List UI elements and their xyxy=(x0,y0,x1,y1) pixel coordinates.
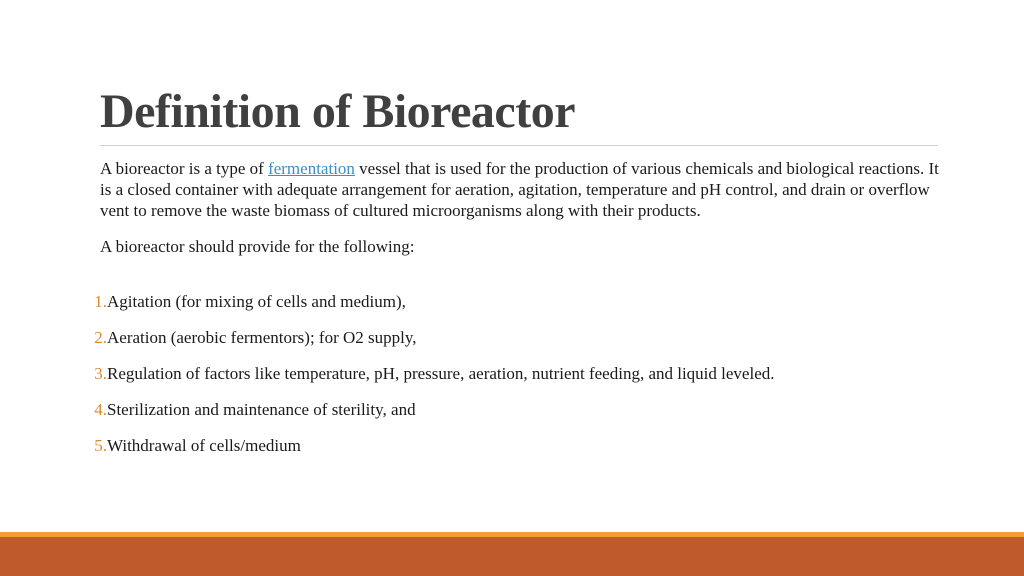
footer-band xyxy=(0,537,1024,576)
lead-sentence: A bioreactor should provide for the following: xyxy=(100,237,415,256)
requirements-list xyxy=(0,290,1000,470)
list-number: 1. xyxy=(94,292,107,311)
list-number: 2. xyxy=(94,328,107,347)
title-divider xyxy=(100,145,938,146)
list-item xyxy=(0,398,1000,434)
list-item xyxy=(0,290,1000,326)
slide-body xyxy=(100,158,940,257)
list-text: Aeration (aerobic fermentors); for O2 supply, xyxy=(107,328,417,347)
list-item xyxy=(0,434,1000,470)
slide-title: Definition of Bioreactor xyxy=(100,85,576,138)
paragraph-text-start: A bioreactor is a type of xyxy=(100,159,269,178)
list-item xyxy=(0,362,1000,398)
list-number: 5. xyxy=(94,436,107,455)
list-text: Regulation of factors like temperature, pH, pressure, aeration, nutrient feeding, and liquid leveled. xyxy=(107,364,775,383)
list-number: 4. xyxy=(94,400,107,419)
list-text: Agitation (for mixing of cells and medium), xyxy=(107,292,406,311)
list-item xyxy=(0,326,1000,362)
paragraph-text-end: vessel that is used for the production of various chemicals and biological reactions. It is a closed container with adequate arrangement for aeration, agitation, temperature and pH control, and drain or overflow vent to remove the waste biomass of cultured microorganisms along with their products. xyxy=(100,159,939,220)
list-text: Sterilization and maintenance of sterility, and xyxy=(107,400,416,419)
list-number: 3. xyxy=(94,364,107,383)
fermentation-link[interactable]: fermentation xyxy=(268,159,355,178)
list-text: Withdrawal of cells/medium xyxy=(107,436,301,455)
definition-paragraph xyxy=(100,158,940,221)
